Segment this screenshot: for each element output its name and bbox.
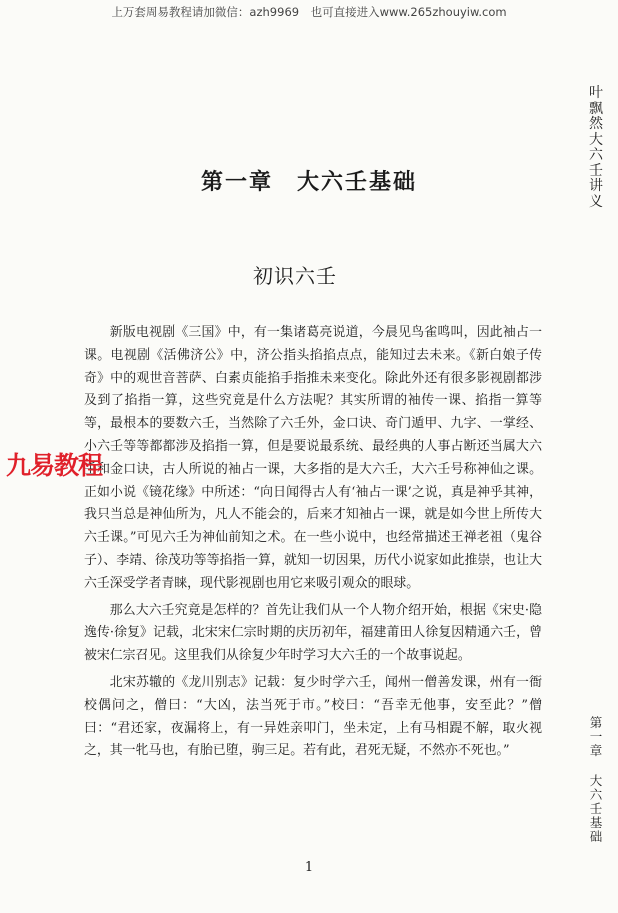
side-chapter-char: 基 bbox=[589, 815, 603, 830]
side-title-char: 飘 bbox=[589, 100, 603, 117]
side-title-char: 义 bbox=[589, 193, 603, 210]
side-title-char: 然 bbox=[589, 116, 603, 132]
side-chapter-char: 一 bbox=[589, 729, 603, 744]
top-watermark-banner: 上万套周易教程请加微信：azh9969 也可直接进入www.265zhouyiw.com bbox=[111, 5, 507, 19]
side-title-char: 大 bbox=[589, 131, 603, 148]
page-number: 1 bbox=[304, 860, 314, 875]
side-title-char: 讲 bbox=[589, 178, 603, 194]
red-watermark-logo: 九易教程 bbox=[6, 451, 103, 480]
side-chapter-char: 第 bbox=[589, 715, 603, 730]
side-chapter-char: 六 bbox=[589, 787, 603, 802]
side-chapter-char: 章 bbox=[589, 743, 603, 758]
side-chapter-char: 壬 bbox=[589, 801, 603, 816]
body-text bbox=[84, 322, 542, 767]
side-chapter-char: 础 bbox=[589, 829, 603, 844]
paragraph: 新版电视剧《三国》中，有一集诸葛亮说道，今晨见鸟雀鸣叫，因此袖占一课。电视剧《活佛济公》中，济公指头掐掐点点，能知过去未来。《新白娘子传奇》中的观世音菩萨、白素贞能掐手指推未来变化。除此外还有很多影视剧都涉及到了掐指一算，这些究竟是什么方法呢？其实所谓的袖传一课、掐指一算等等，最根本的要数六壬，当然除了六壬外，金口诀、奇门遁甲、九字、一掌经、小六壬等等都都涉及掐指一算，但是要说最系统、最经典的人事占断还当属大六壬和金口诀，古人所说的袖占一课，大多指的是大六壬，大六壬号称神仙之课。正如小说《镜花缘》中所述：“向日闻得古人有‘袖占一课’之说，真是神乎其神，我只当总是神仙所为，凡人不能会的，后来才知袖占一课，就是如今世上所传大六壬课。”可见六壬为神仙前知之术。在一些小说中，也经常描述王禅老祖（鬼谷子）、李靖、徐茂功等等掐指一算，就知一切因果，历代小说家如此推崇，也让大六壬深受学者青睐，现代影视剧也用它来吸引观众的眼球。 bbox=[84, 325, 542, 591]
side-chapter-char: 大 bbox=[589, 773, 603, 788]
paragraph: 那么大六壬究竟是怎样的？首先让我们从一个人物介绍开始，根据《宋史·隐逸传·徐复》记载，北宋宋仁宗时期的庆历初年，福建莆田人徐复因精通六壬，曾被宋仁宗召见。这里我们从徐复少年时学习大六壬的一个故事说起。 bbox=[84, 602, 542, 664]
side-chapter-label bbox=[588, 716, 604, 844]
side-title-char: 壬 bbox=[589, 162, 603, 179]
side-title-char: 六 bbox=[589, 147, 603, 163]
side-chapter-gap bbox=[588, 758, 604, 774]
paragraph: 北宋苏辙的《龙川别志》记载：复少时学六壬，闻州一僧善发课，州有一衙校偶问之，僧曰：“大凶，法当死于市。”校曰：“吾幸无他事，安至此？”僧曰：“君还家，夜漏将上，有一异姓亲叩门，坐未定，上有马相踶不解，取火视之，其一牝马也，有胎已堕，驹三足。若有此，君死无疑，不然亦不死也。” bbox=[84, 674, 542, 759]
side-title-char: 叶 bbox=[589, 85, 603, 101]
section-title: 初识六壬 bbox=[253, 264, 337, 288]
chapter-title: 第一章 大六壬基础 bbox=[200, 170, 417, 195]
